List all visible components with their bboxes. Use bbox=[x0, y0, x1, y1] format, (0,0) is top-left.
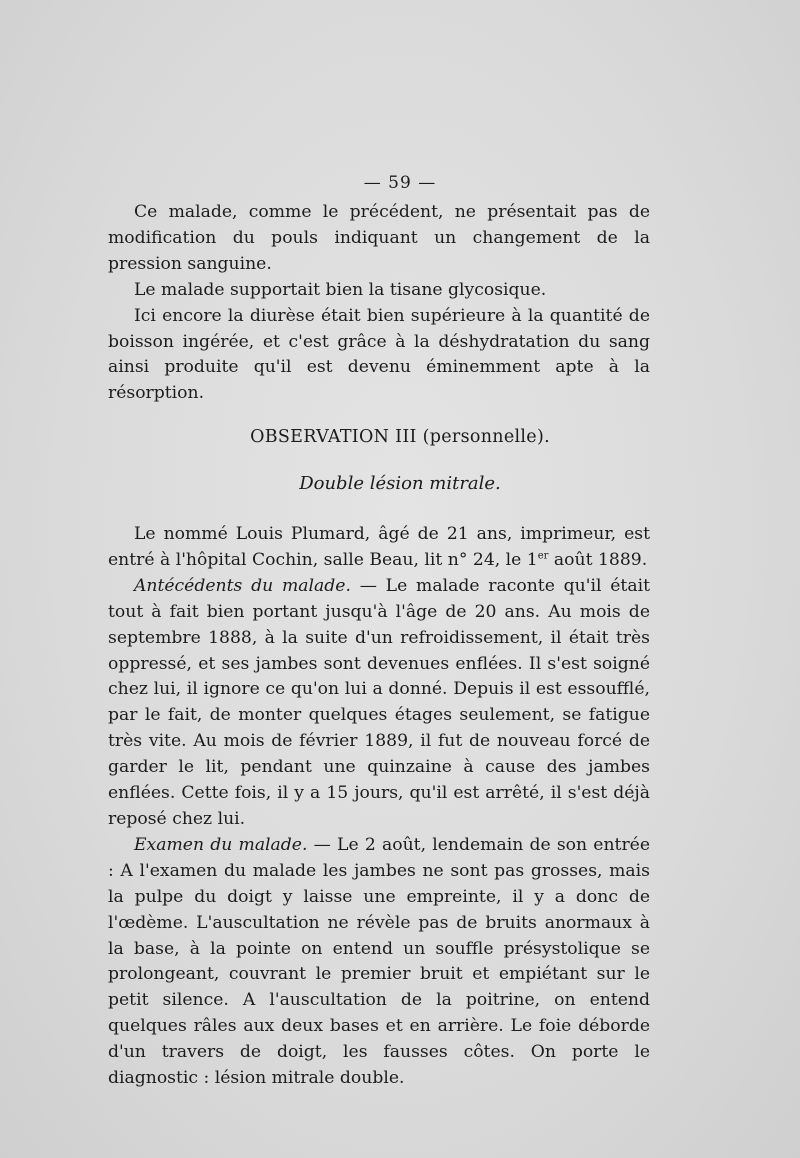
observation-subtitle: Double lésion mitrale. bbox=[299, 473, 501, 494]
page-number: — 59 — bbox=[363, 173, 437, 193]
observation-title: OBSERVATION III (personnelle). bbox=[250, 427, 550, 447]
admission-date: août 1889. bbox=[548, 549, 648, 570]
intro-text bbox=[108, 200, 650, 407]
paragraph: Ce malade, comme le précédent, ne présentait pas de modification du pouls indiquant un changement de la pression sanguine. bbox=[108, 202, 650, 274]
antecedents-text: — Le malade raconte qu'il était tout à fait bien portant jusqu'à l'âge de 20 ans. Au mois de septembre 1888, à la suite d'un refroidissement, il était très oppressé, et ses jambes sont devenues enflées. Il s'est soigné chez lui, il ignore ce qu'on lui a donné. Depuis il est essoufflé, par le fait, de monter quelques étages seulement, se fatigue très vite. Au mois de février 1889, il fut de nouveau forcé de garder le lit, pendant une quinzaine à cause des jambes enflées. Cette fois, il y a 15 jours, qu'il est arrêté, il s'est déjà reposé chez lui. bbox=[108, 575, 650, 829]
ordinal-suffix: er bbox=[537, 550, 549, 562]
admission-paragraph bbox=[108, 522, 650, 574]
examen-text: — Le 2 août, lendemain de son entrée : A l'examen du malade les jambes ne sont pas grosses, mais la pulpe du doigt y laisse une empreinte, il y a donc de l'œdème. L'auscultation ne révèle pas de bruits anormaux à la base, à la pointe on entend un souffle présystolique se prolongeant, couvrant le premier bruit et empiétant sur le petit silence. A l'auscultation de la poitrine, on entend quelques râles aux deux bases et en arrière. Le foie déborde d'un travers de doigt, les fausses côtes. On porte le diagnostic : lésion mitrale double. bbox=[108, 834, 651, 1089]
observation-text bbox=[108, 522, 650, 1092]
antecedents-paragraph bbox=[108, 574, 650, 833]
examen-label: Examen du malade. bbox=[134, 834, 308, 855]
admission-text: Le nommé Louis Plumard, âgé de 21 ans, imprimeur, est entré à l'hôpital Cochin, salle Beau, lit n° 24, le 1 bbox=[108, 524, 650, 570]
examen-paragraph bbox=[108, 833, 650, 1092]
antecedents-label: Antécédents du malade. bbox=[134, 575, 351, 596]
paragraph: Le malade supportait bien la tisane glycosique. bbox=[134, 279, 547, 300]
paragraph: Ici encore la diurèse était bien supérieure à la quantité de boisson ingérée, et c'est grâce à la déshydratation du sang ainsi produite qu'il est devenu éminemment apte à la résorption. bbox=[108, 305, 650, 404]
